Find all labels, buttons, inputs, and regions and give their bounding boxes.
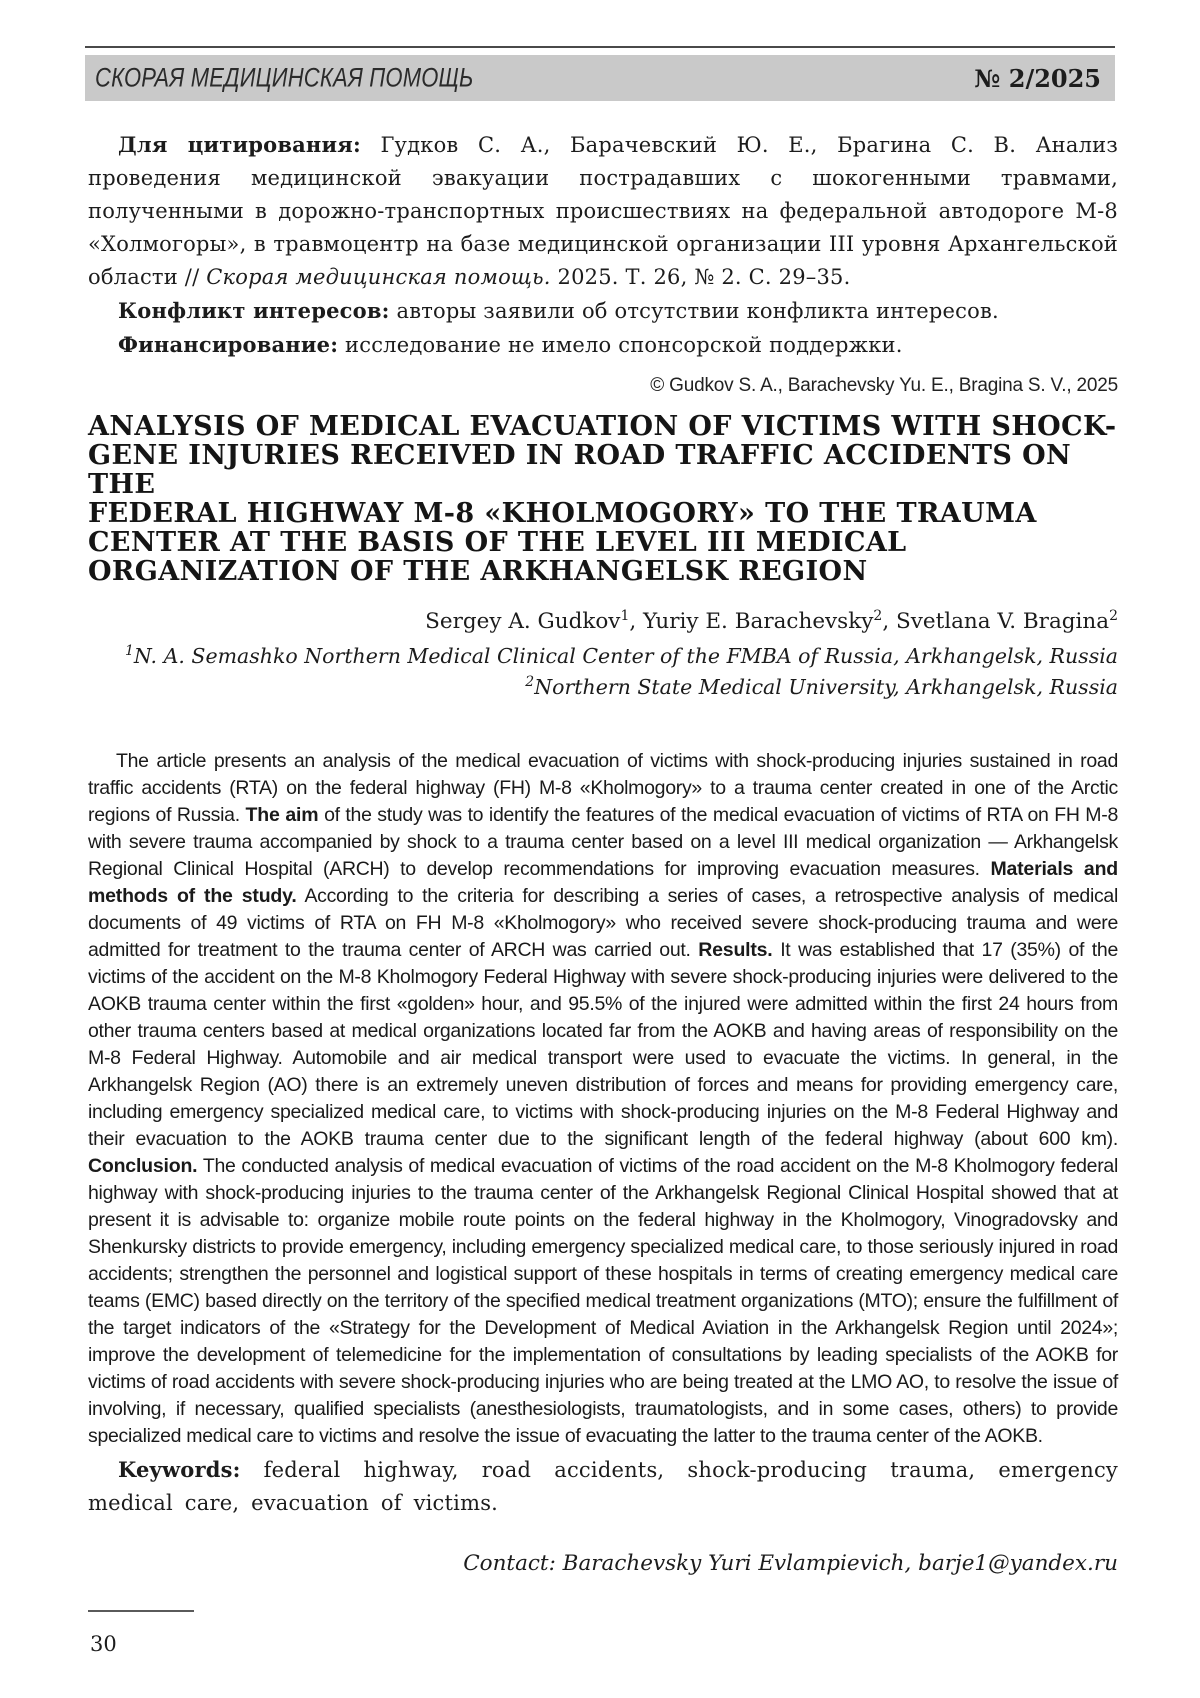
title-line-2: GENE INJURIES RECEIVED IN ROAD TRAFFIC ACCIDENTS ON THE bbox=[88, 440, 1072, 500]
affiliation-2-text: Northern State Medical University, Arkhangelsk, Russia bbox=[534, 675, 1118, 699]
citation-paragraph bbox=[88, 128, 1118, 294]
conflict-label: Конфликт интересов: bbox=[118, 298, 390, 323]
abstract-aim-heading: The aim bbox=[245, 804, 319, 826]
author-3: , Svetlana V. Bragina bbox=[882, 609, 1110, 634]
title-line-3: FEDERAL HIGHWAY M-8 «KHOLMOGORY» TO THE TRAUMA bbox=[88, 498, 1037, 529]
author-2-affiliation-mark: 2 bbox=[873, 607, 883, 624]
conflict-of-interest-line bbox=[88, 294, 1118, 328]
header-top-rule bbox=[85, 46, 1115, 48]
abstract-run-1: The article presents an analysis of the medical evacuation of victims with shock-producing injuries sustained in road traffic accidents (RTA) on the federal highway (FH) M-8 «Kholmogory» to a trauma center created in one of the Arctic regions of Russia. bbox=[88, 750, 1118, 826]
abstract-run-2: of the study was to identify the features of the medical evacuation of victims of RTA on FH M-8 with severe trauma accompanied by shock to a trauma center based on a level III medical organization — Arkhangelsk Regional Clinical Hospital (ARCH) to develop recommendations for improving evacuation measures. bbox=[88, 804, 1118, 880]
affiliation-2 bbox=[88, 672, 1118, 703]
abstract-methods-heading: Materials and methods of the study. bbox=[88, 858, 1119, 907]
citation-tail: 2025. Т. 26, № 2. С. 29–35. bbox=[550, 265, 851, 289]
abstract-run-4: It was established that 17 (35%) of the victims of the accident on the M-8 Kholmogory Federal Highway with severe shock-producing injuries were delivered to the AOKB trauma center within the first «golden» hour, and 95.5% of the injured were admitted within the first 24 hours from other trauma centers based at medical organizations located far from the AOKB and having areas of responsibility on the M-8 Federal Highway. Automobile and air medical transport were used to evacuate the victims. In general, in the Arkhangelsk Region (AO) there is an extremely uneven distribution of forces and means for providing emergency care, including emergency specialized medical care, to victims with shock-producing injuries on the M-8 Federal Highway and their evacuation to the AOKB trauma center due to the significant length of the federal highway (about 600 km). bbox=[88, 939, 1118, 1150]
affiliation-1-mark: 1 bbox=[124, 643, 134, 660]
keywords-paragraph bbox=[88, 1453, 1118, 1520]
author-1-affiliation-mark: 1 bbox=[620, 607, 630, 624]
affiliations-block bbox=[88, 641, 1118, 703]
issue-number: № 2/2025 bbox=[974, 63, 1101, 93]
abstract-paragraph bbox=[88, 748, 1118, 1450]
affiliation-1-text: N. A. Semashko Northern Medical Clinical Center of the FMBA of Russia, Arkhangelsk, Russia bbox=[133, 644, 1118, 668]
citation-text: Гудков С. А., Барачевский Ю. Е., Брагина С. В. Анализ проведения медицинской эвакуации пострадавших с шокогенными травмами, полученными в дорожно-транспортных происшествиях на федеральной автодороге М-8 «Холмогоры», в травмоцентр на базе медицинской организации III уровня Архангельской области // bbox=[88, 133, 1118, 289]
contact-line: Contact: Barachevsky Yuri Evlampievich, barje1@yandex.ru bbox=[463, 1551, 1118, 1576]
abstract-results-heading: Results. bbox=[698, 939, 773, 961]
funding-label: Финансирование: bbox=[118, 332, 339, 357]
abstract-run-3: According to the criteria for describing a series of cases, a retrospective analysis of medical documents of 49 victims of RTA on FH M-8 «Kholmogory» who received severe shock-producing trauma and were admitted for treatment to the trauma center of ARCH was carried out. bbox=[88, 885, 1118, 961]
affiliation-1 bbox=[88, 641, 1118, 672]
abstract-run-5: The conducted analysis of medical evacuation of victims of the road accident on the M-8 Kholmogory federal highway with shock-producing injuries to the trauma center of the Arkhangelsk Regional Clinical Hospital showed that at present it is advisable to: organize mobile route points on the federal highway in the Kholmogory, Vinogradovsky and Shenkursky districts to provide emergency, including emergency specialized medical care, to those seriously injured in road accidents; strengthen the personnel and logistical support of these hospitals in terms of creating emergency medical care teams (EMC) based directly on the territory of the specified medical treatment organizations (MTO); ensure the fulfillment of the target indicators of the «Strategy for the Development of Medical Aviation in the Arkhangelsk Region until 2024»; improve the development of telemedicine for the implementation of consultations by leading specialists of the AOKB for victims of road accidents with severe shock-producing injuries who are being treated at the LMO AO, to resolve the issue of involving, if necessary, qualified specialists (anesthesiologists, traumatologists, and in some cases, others) to provide specialized medical care to victims and resolve the issue of evacuating the latter to the trauma center of the AOKB. bbox=[88, 1155, 1118, 1447]
title-line-4: CENTER AT THE BASIS OF THE LEVEL III MEDICAL bbox=[88, 527, 907, 558]
article-body bbox=[0, 128, 1200, 1576]
author-1: Sergey A. Gudkov bbox=[425, 609, 621, 634]
affiliation-2-mark: 2 bbox=[525, 674, 535, 691]
copyright-line: © Gudkov S. A., Barachevsky Yu. E., Bragina S. V., 2025 bbox=[650, 375, 1118, 396]
abstract-conclusion-heading: Conclusion. bbox=[88, 1155, 198, 1177]
author-2: , Yuriy E. Barachevsky bbox=[629, 609, 874, 634]
title-line-5: ORGANIZATION OF THE ARKHANGELSK REGION bbox=[88, 556, 868, 587]
running-head bbox=[85, 55, 1115, 101]
keywords-label: Keywords: bbox=[118, 1457, 241, 1482]
authors-line bbox=[88, 609, 1118, 635]
article-title bbox=[88, 412, 1118, 586]
page-number: 30 bbox=[90, 1632, 117, 1656]
footer-rule bbox=[88, 1610, 194, 1612]
funding-text: исследование не имело спонсорской поддержки. bbox=[338, 333, 903, 357]
funding-line bbox=[88, 328, 1118, 362]
citation-journal-name: Скорая медицинская помощь. bbox=[206, 265, 551, 289]
title-line-1: ANALYSIS OF MEDICAL EVACUATION OF VICTIMS WITH SHOCK- bbox=[88, 411, 1117, 442]
keywords-text: federal highway, road accidents, shock-producing trauma, emergency medical care, evacuation of victims. bbox=[88, 1458, 1118, 1515]
conflict-text: авторы заявили об отсутствии конфликта интересов. bbox=[389, 299, 999, 323]
author-3-affiliation-mark: 2 bbox=[1109, 607, 1118, 624]
citation-label: Для цитирования: bbox=[118, 132, 361, 157]
journal-title: СКОРАЯ МЕДИЦИНСКАЯ ПОМОЩЬ bbox=[95, 62, 474, 93]
